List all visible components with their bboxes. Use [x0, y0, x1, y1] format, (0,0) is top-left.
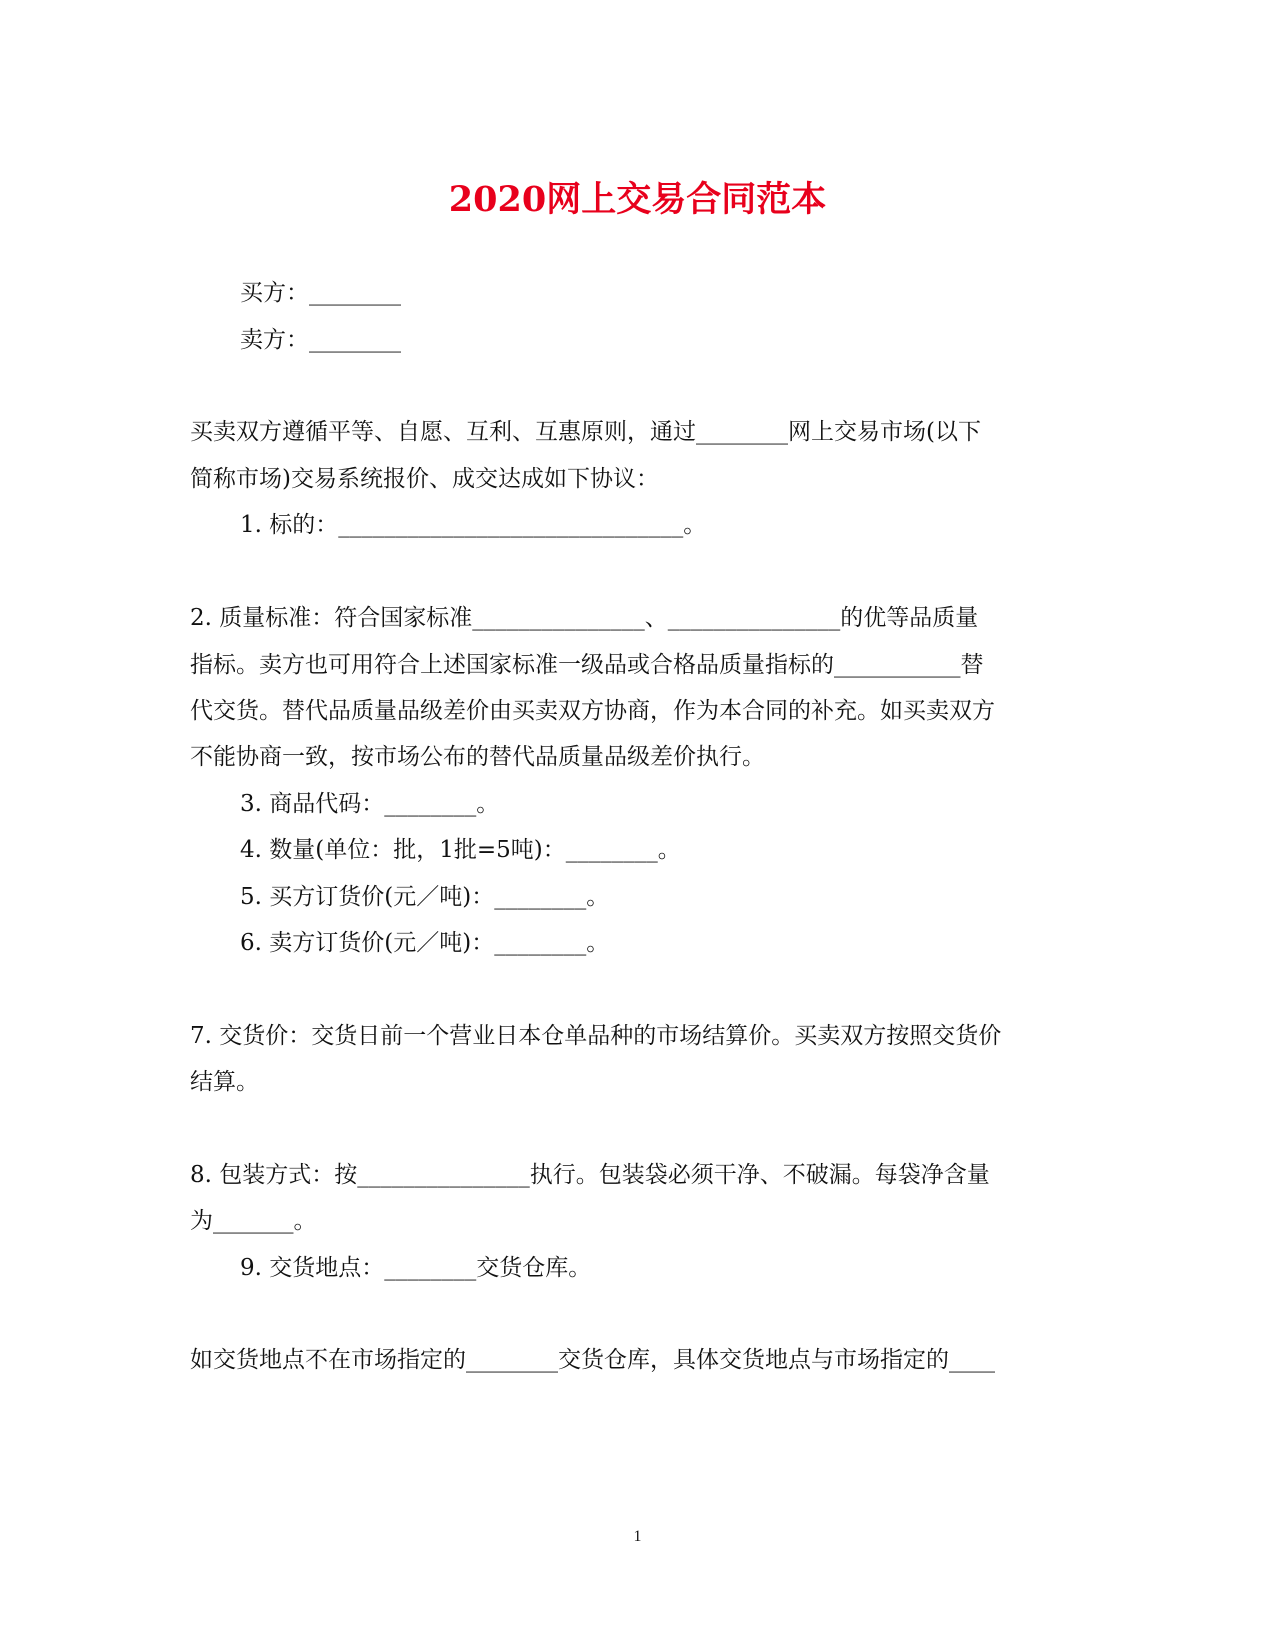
intro-line-2: 简称市场)交易系统报价、成交达成如下协议：	[190, 466, 659, 492]
tail-paragraph: 如交货地点不在市场指定的________交货仓库，具体交货地点与市场指定的____	[190, 1347, 995, 1373]
page-number: 1	[633, 1528, 642, 1545]
clause-2-line-2: 指标。卖方也可用符合上述国家标准一级品或合格品质量指标的___________替	[190, 652, 984, 678]
clause-8-line-1: 8. 包装方式：按_______________执行。包装袋必须干净、不破漏。每袋净含量	[190, 1162, 990, 1188]
buyer-line: 买方：________	[240, 280, 401, 306]
document-title: 2020网上交易合同范本	[448, 179, 827, 220]
clause-2-line-1: 2. 质量标准：符合国家标准_______________、_______________的优等品质量	[190, 605, 979, 631]
clause-2-line-4: 不能协商一致，按市场公布的替代品质量品级差价执行。	[190, 744, 765, 770]
clause-4: 4. 数量(单位：批，1批=5吨)：________。	[240, 837, 681, 863]
clause-7-line-1: 7. 交货价：交货日前一个营业日本仓单品种的市场结算价。买卖双方按照交货价	[190, 1023, 1002, 1049]
clause-3: 3. 商品代码：________。	[240, 791, 500, 817]
clause-2-line-3: 代交货。替代品质量品级差价由买卖双方协商，作为本合同的补充。如买卖双方	[190, 698, 995, 724]
clause-7-line-2: 结算。	[190, 1069, 259, 1095]
clause-9: 9. 交货地点：________交货仓库。	[240, 1255, 592, 1281]
clause-8-line-2: 为_______。	[190, 1208, 317, 1234]
clause-6: 6. 卖方订货价(元／吨)：________。	[240, 930, 610, 956]
clause-5: 5. 买方订货价(元／吨)：________。	[240, 884, 610, 910]
intro-line-1: 买卖双方遵循平等、自愿、互利、互惠原则，通过________网上交易市场(以下	[190, 419, 981, 445]
clause-1: 1. 标的：______________________________。	[240, 512, 707, 538]
seller-line: 卖方：________	[240, 327, 401, 353]
